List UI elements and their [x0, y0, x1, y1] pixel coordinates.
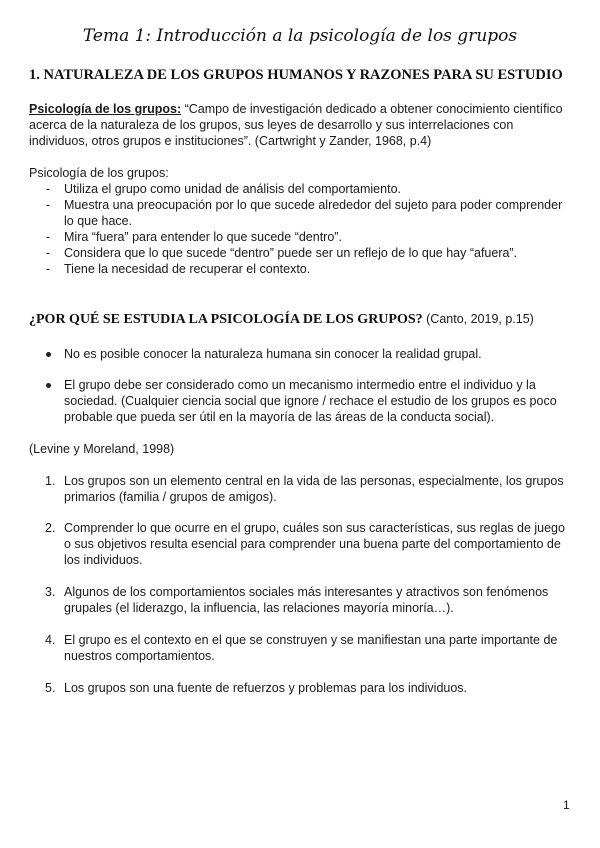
dash-marker: - — [46, 262, 51, 276]
section2-heading-text: ¿POR QUÉ SE ESTUDIA LA PSICOLOGÍA DE LOS GRUPOS? — [29, 312, 423, 327]
list-item: - Utiliza el grupo como unidad de análisis del comportamiento. — [46, 182, 401, 196]
section2-heading — [29, 312, 534, 328]
numbered-source: (Levine y Moreland, 1998) — [29, 442, 175, 456]
definition-paragraph — [29, 101, 574, 149]
list-item: - Tiene la necesidad de recuperar el contexto. — [46, 262, 311, 276]
characteristics-list — [29, 181, 574, 277]
dash-marker: - — [46, 198, 51, 212]
bullet-dot-icon — [46, 352, 51, 357]
dash-marker: - — [46, 182, 51, 196]
definition-term: Psicología de los grupos: — [29, 102, 182, 116]
document-title: Tema 1: Introducción a la psicología de los grupos — [82, 26, 518, 46]
numbered-item: 4. El grupo es el contexto en el que se construyen y se manifiestan una parte importante de nuestros comportamientos. — [45, 633, 558, 663]
list-item: - Muestra una preocupación por lo que sucede alrededor del sujeto para poder comprender lo que hace. — [46, 198, 563, 228]
numbered-item: 5. Los grupos son una fuente de refuerzos y problemas para los individuos. — [45, 681, 468, 695]
numbered-item: 3. Algunos de los comportamientos sociales más interesantes y atractivos son fenómenos grupales (el liderazgo, la influencia, las relaciones mayoría minoría…). — [45, 585, 549, 615]
bullet-item: El grupo debe ser considerado como un mecanismo intermedio entre el individuo y la sociedad. (Cualquier ciencia social que ignore / rechace el estudio de los grupos es poco probable que pueda ser útil en la mayoría de las áreas de la conducta social). — [29, 377, 574, 425]
page-number: 1 — [563, 798, 570, 812]
dash-marker: - — [46, 230, 51, 244]
numbered-item: 1. Los grupos son un elemento central en la vida de las personas, especialmente, los grupos primarios (familia / grupos de amigos). — [45, 474, 564, 504]
bullet-dot-icon — [46, 383, 51, 388]
dash-marker: - — [46, 246, 51, 260]
numbered-item: 2. Comprender lo que ocurre en el grupo, cuáles son sus características, sus reglas de juego o sus objetivos resulta esencial para comprender una buena parte del comportamiento de los individuos. — [45, 521, 565, 567]
definition-text: “Campo de investigación dedicado a obtener conocimiento científico acerca de la naturaleza de los grupos, sus leyes de desarrollo y sus interrelaciones con individuos, otros grupos e instituciones”. (Cartwright y Zander, 1968, p.4) — [29, 102, 563, 148]
bullet-item: No es posible conocer la naturaleza humana sin conocer la realidad grupal. — [29, 346, 574, 362]
list-intro: Psicología de los grupos: — [29, 166, 169, 180]
section2-citation: (Canto, 2019, p.15) — [422, 312, 534, 326]
list-item: - Considera que lo que sucede “dentro” puede ser un reflejo de lo que hay “afuera”. — [46, 246, 518, 260]
list-item: - Mira “fuera” para entender lo que sucede “dentro”. — [46, 230, 342, 244]
section1-heading: 1. NATURALEZA DE LOS GRUPOS HUMANOS Y RAZONES PARA SU ESTUDIO — [29, 67, 563, 83]
